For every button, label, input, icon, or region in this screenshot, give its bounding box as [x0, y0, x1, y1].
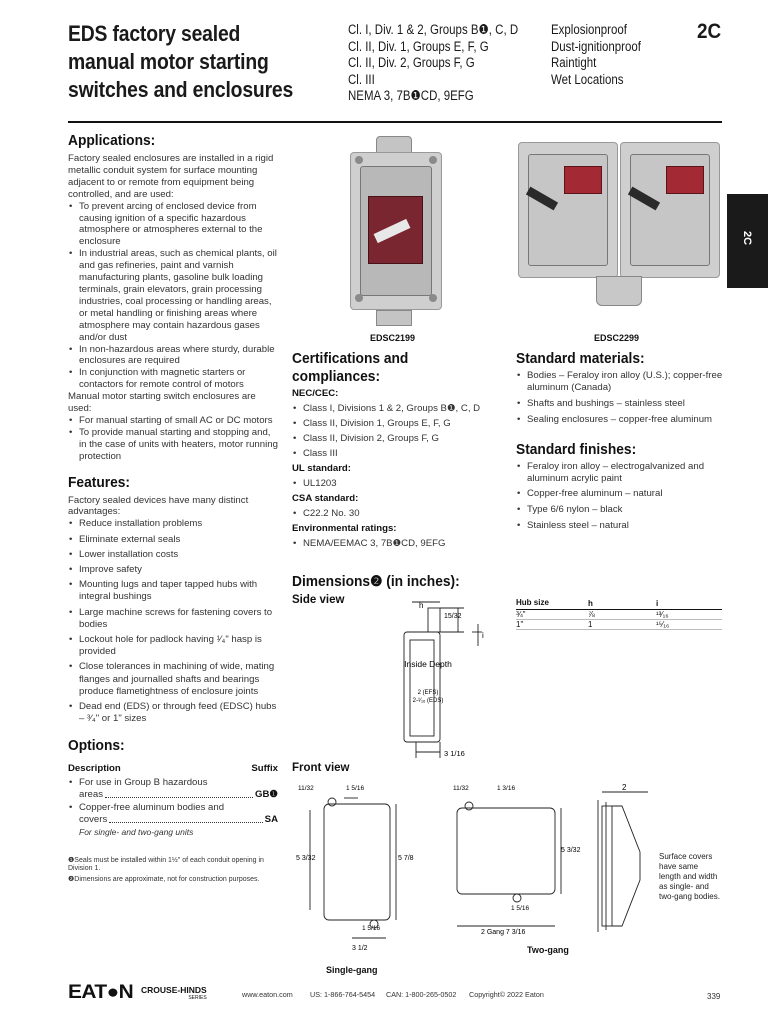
class-ratings — [348, 22, 518, 105]
hub-size-table — [516, 598, 722, 630]
option-text: Copper-free aluminum bodies and — [79, 802, 225, 814]
side-i-label: i — [482, 631, 484, 640]
applications-list — [68, 201, 278, 392]
list-item: • Sealing enclosures – copper-free aluminum — [516, 414, 726, 426]
options-note: For single- and two-gang units — [79, 826, 194, 837]
list-item: • Eliminate external seals — [68, 534, 278, 546]
list-item: • To prevent arcing of enclosed device from causing ignition of a specific hazardous atmosphere or atmospheres external to the enclosure — [68, 201, 278, 249]
hazard-line: Raintight — [551, 55, 597, 71]
options-list — [68, 777, 278, 826]
side-eds2: 2-¹⁄₁₆ (EDS) — [412, 698, 444, 704]
cert-group-label: UL standard: — [292, 463, 351, 474]
cert-group-label: NEC/CEC: — [292, 388, 339, 399]
surface-cover-drawing — [588, 782, 658, 952]
section-side-tab[interactable] — [727, 194, 768, 288]
side-view-label: Side view — [292, 594, 345, 606]
footnotes — [68, 857, 278, 885]
surface-width: 2 — [622, 783, 627, 792]
list-item: • In industrial areas, such as chemical plants, oil and gas refineries, paint and varnish manufacturing plants, gasoline bulk loading terminals, grain elevators, grain processing industries, coal processing or handling areas, or metal handling or finishing areas where atmosphere may contain hazardous gases and/or dust — [68, 248, 278, 343]
product-photo-single — [346, 136, 446, 326]
list-item: • NEMA/EEMAC 3, 7B❶CD, 9EFG — [292, 536, 507, 551]
tg-h1: 5 3/32 — [561, 847, 581, 854]
sg-tl: 11/32 — [298, 785, 314, 792]
sg-h2: 5 7/8 — [398, 855, 414, 862]
table-cell: ¾" — [516, 610, 526, 619]
table-row — [516, 610, 722, 620]
series: SERIES — [188, 995, 207, 1001]
subbrand: CROUSE-HINDS — [141, 985, 207, 995]
materials-heading: Standard materials: — [516, 351, 645, 367]
list-item: • In non-hazardous areas where sturdy, durable enclosures are required — [68, 344, 278, 368]
options-heading: Options: — [68, 738, 125, 755]
two-gang-drawing — [445, 778, 585, 938]
hazard-line: Wet Locations — [551, 71, 624, 87]
tg-b1: 1 5/16 — [511, 905, 530, 912]
cert-list — [292, 401, 507, 461]
footer-us-phone: US: 1-866-764-5454 — [310, 990, 376, 999]
list-item: • Large machine screws for fastening covers to bodies — [68, 607, 278, 631]
option-suffix: SA — [264, 814, 278, 826]
side-top-label: 15/32 — [444, 613, 462, 620]
product-photo-double — [516, 140, 722, 308]
option-item — [68, 777, 278, 801]
list-item: • Feraloy iron alloy – electrogalvanized and aluminum acrylic paint — [516, 461, 726, 485]
table-cell: 1" — [516, 620, 524, 629]
sg-tr: 1 5/16 — [346, 785, 365, 792]
option-text-2: areas — [79, 789, 103, 801]
side-h-label: h — [419, 601, 424, 610]
options-table-header — [68, 763, 278, 775]
sg-h1: 5 3/32 — [296, 855, 316, 862]
side-eds1: 2 (EFS) — [417, 690, 439, 696]
option-item — [68, 802, 278, 826]
options-col-description: Description — [68, 763, 121, 775]
left-column — [68, 130, 278, 884]
class-line: Cl. III — [348, 71, 375, 87]
list-item: • Stainless steel – natural — [516, 520, 726, 532]
option-suffix: GB❶ — [255, 789, 278, 801]
page-number: 339 — [707, 992, 721, 1001]
sg-width: 3 1/2 — [352, 945, 368, 952]
title-line: switches and enclosures — [68, 77, 294, 102]
table-cell: ¹³⁄₁₆ — [656, 610, 669, 619]
finishes-heading: Standard finishes: — [516, 441, 637, 458]
class-line: Cl. I, Div. 1 & 2, Groups B❶, C, D — [348, 22, 519, 37]
eaton-logo: EAT●N — [68, 982, 134, 1003]
class-line: Cl. II, Div. 2, Groups F, G — [348, 55, 475, 71]
features-intro: Factory sealed devices have many distinct advantages: — [68, 494, 249, 518]
footnote: ❶Seals must be installed within 1½" of each conduit opening in Division 1. — [68, 856, 264, 873]
footer-web[interactable]: www.eaton.com — [242, 990, 293, 999]
finishes-list — [516, 461, 726, 533]
list-item: • Copper-free aluminum – natural — [516, 488, 726, 500]
side-inside-depth: Inside Depth — [404, 659, 452, 669]
hazard-line: Dust-ignitionproof — [551, 38, 641, 54]
list-item: • Class II, Division 1, Groups E, F, G — [292, 416, 507, 431]
hazard-line: Explosionproof — [551, 22, 627, 37]
applications-intro2: Manual motor starting switch enclosures are used: — [68, 391, 256, 415]
two-gang-label: Two-gang — [527, 945, 569, 955]
title-line: EDS factory sealed — [68, 21, 241, 46]
list-item: • Shafts and bushings – stainless steel — [516, 398, 726, 410]
list-item: • Improve safety — [68, 564, 278, 576]
tg-width: 2 Gang 7 3/16 — [481, 929, 526, 936]
list-item: • Type 6/6 nylon – black — [516, 504, 726, 516]
photo-caption-double: EDSC2299 — [594, 333, 640, 343]
table-header: i — [656, 599, 659, 608]
list-item: • Reduce installation problems — [68, 518, 278, 530]
list-item: • C22.2 No. 30 — [292, 506, 507, 521]
list-item: • Lockout hole for padlock having ¹⁄₄" hasp is provided — [68, 634, 278, 658]
page-title — [68, 20, 300, 104]
footnote: ❷Dimensions are approximate, not for construction purposes. — [68, 875, 260, 883]
list-item: • Close tolerances in machining of wide, mating flanges and journalled shafts and bearings produce flametightness of enclosure joints — [68, 661, 278, 698]
cert-list — [292, 506, 507, 521]
table-header: h — [588, 599, 593, 608]
section-code: 2C — [697, 20, 722, 43]
option-text-2: covers — [79, 814, 108, 826]
applications-intro: Factory sealed enclosures are installed in a rigid metallic conduit system for surface mounting adjacent to or remote from equipment being controlled, and are used: — [68, 153, 274, 200]
title-line: manual motor starting — [68, 49, 269, 74]
table-cell: ⅞ — [588, 610, 595, 619]
features-heading: Features: — [68, 474, 131, 491]
materials-section — [516, 350, 726, 532]
materials-list — [516, 370, 726, 426]
class-line: Cl. II, Div. 1, Groups E, F, G — [348, 38, 489, 54]
list-item: • For manual starting of small AC or DC motors — [68, 415, 278, 427]
options-col-suffix: Suffix — [251, 763, 278, 775]
single-gang-drawing — [292, 778, 422, 958]
hazard-ratings — [551, 22, 641, 88]
table-row — [516, 620, 722, 630]
tg-tl: 11/32 — [453, 785, 469, 792]
applications-list-2 — [68, 415, 278, 463]
list-item: • Class II, Division 2, Groups F, G — [292, 431, 507, 446]
list-item: • In conjunction with magnetic starters or contactors for remote control of motors — [68, 367, 278, 391]
sg-b1: 1 5/16 — [362, 925, 381, 932]
option-text: For use in Group B hazardous — [79, 777, 208, 789]
list-item: • UL1203 — [292, 476, 507, 491]
side-view-drawing — [392, 596, 502, 766]
front-view-label: Front view — [292, 762, 350, 774]
list-item: • Class III — [292, 446, 507, 461]
certifications-heading: Certifications and compliances: — [292, 351, 409, 385]
side-bottom-label: 3 1/16 — [444, 749, 465, 758]
applications-heading: Applications: — [68, 133, 156, 149]
table-cell: ¹⁵⁄₁₆ — [656, 620, 670, 629]
side-tab-label: 2C — [741, 230, 754, 246]
list-item: • Dead end (EDS) or through feed (EDSC) hubs – ³⁄₄" or 1" sizes — [68, 701, 278, 725]
list-item: • Mounting lugs and taper tapped hubs with integral bushings — [68, 579, 278, 603]
list-item: • To provide manual starting and stopping and, in the case of units with heaters, motor running protection — [68, 427, 278, 463]
footer-can-phone: CAN: 1-800-265-0502 — [386, 990, 457, 999]
photo-caption-single: EDSC2199 — [370, 333, 416, 343]
dimensions-heading: Dimensions❷ (in inches): — [292, 574, 460, 590]
single-gang-label: Single-gang — [326, 965, 378, 975]
crouse-hinds-logo — [141, 985, 207, 1001]
cert-group-label: CSA standard: — [292, 493, 359, 504]
footer-copyright: Copyright© 2022 Eaton — [469, 990, 544, 999]
list-item: • Lower installation costs — [68, 549, 278, 561]
tg-tr: 1 3/16 — [497, 785, 516, 792]
list-item: • Bodies – Feraloy iron alloy (U.S.); copper-free aluminum (Canada) — [516, 370, 726, 394]
list-item: • Class I, Divisions 1 & 2, Groups B❶, C, D — [292, 401, 507, 416]
class-line: NEMA 3, 7B❶CD, 9EFG — [348, 88, 474, 104]
cert-group-label: Environmental ratings: — [292, 523, 397, 534]
table-header: Hub size — [516, 598, 549, 607]
surface-note: Surface covers have same length and width as single- and two-gang bodies. — [659, 852, 720, 901]
cert-list — [292, 476, 507, 491]
features-list — [68, 518, 278, 725]
cert-list — [292, 536, 507, 551]
table-cell: 1 — [588, 620, 593, 629]
header-divider — [68, 121, 722, 123]
certifications-section — [292, 350, 507, 551]
